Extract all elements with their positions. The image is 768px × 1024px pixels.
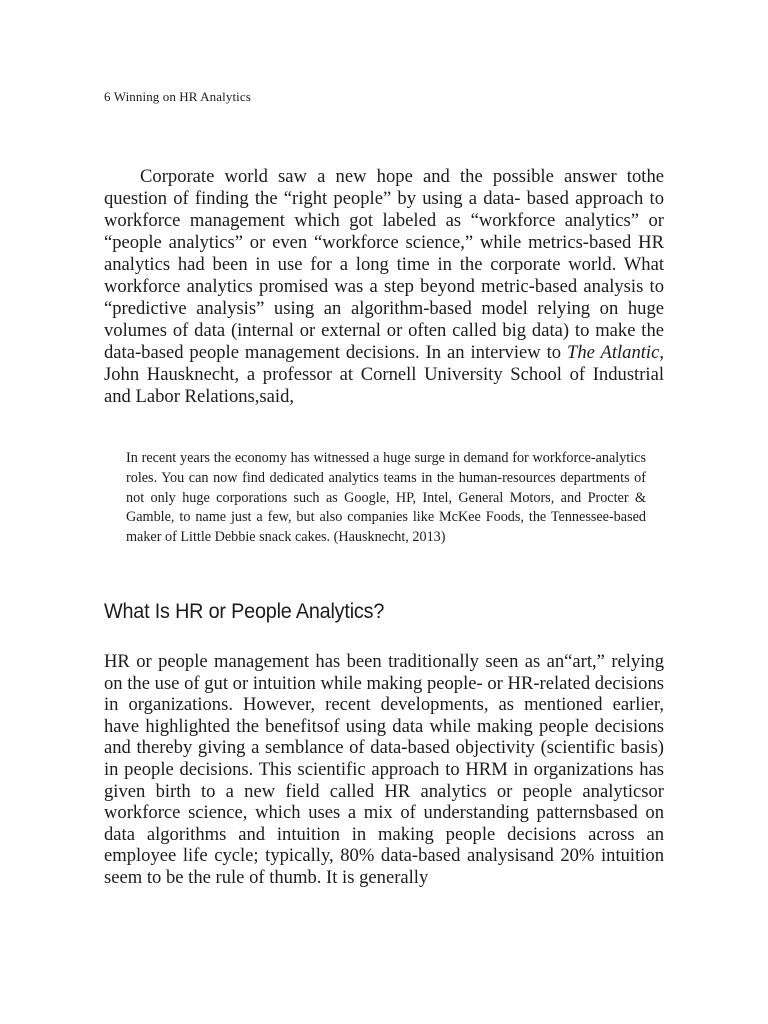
paragraph-text: , John Hausknecht, a professor at Cornell University School of Industrial and Labor Relations,said, (104, 342, 664, 407)
running-head: 6 Winning on HR Analytics (104, 89, 251, 104)
publication-title: The Atlantic (567, 342, 660, 363)
body-paragraph: HR or people management has been traditionally seen as an“art,” relying on the use of gut or intuition while making people- or HR-related decisions in organizations. However, recent developments, as mentioned earlier, have highlighted the benefitsof using data while making people decisions and thereby giving a semblance of data-based objectivity (scientific basis) in people decisions. This scientific approach to HRM in organizations has given birth to a new field called HR analytics or people analyticsor workforce science, which uses a mix of understanding patternsbased on data algorithms and intuition in making people decisions across an employee life cycle; typically, 80% data-based analysisand 20% intuition seem to be the rule of thumb. It is generally (104, 651, 664, 888)
body-paragraph (104, 166, 664, 408)
block-quote: In recent years the economy has witnessed a huge surge in demand for workforce-analytics roles. You can now find dedicated analytics teams in the human-resources departments of not only huge corporations such as Google, HP, Intel, General Motors, and Procter & Gamble, to name just a few, but also companies like McKee Foods, the Tennessee-based maker of Little Debbie snack cakes. (Hausknecht, 2013) (126, 450, 646, 546)
paragraph-text: Corporate world saw a new hope and the possible answer tothe question of finding the “right people” by using a data- based approach to workforce management which got labeled as “workforce analytics” or “people analytics” or even “workforce science,” while metrics-based HR analytics had been in use for a long time in the corporate world. What workforce analytics promised was a step beyond metric-based analysis to “predictive analysis” using an algorithm-based model relying on huge volumes of data (internal or external or often called big data) to make the data-based people management decisions. In an interview to (104, 166, 664, 363)
section-heading: What Is HR or People Analytics? (104, 599, 385, 623)
